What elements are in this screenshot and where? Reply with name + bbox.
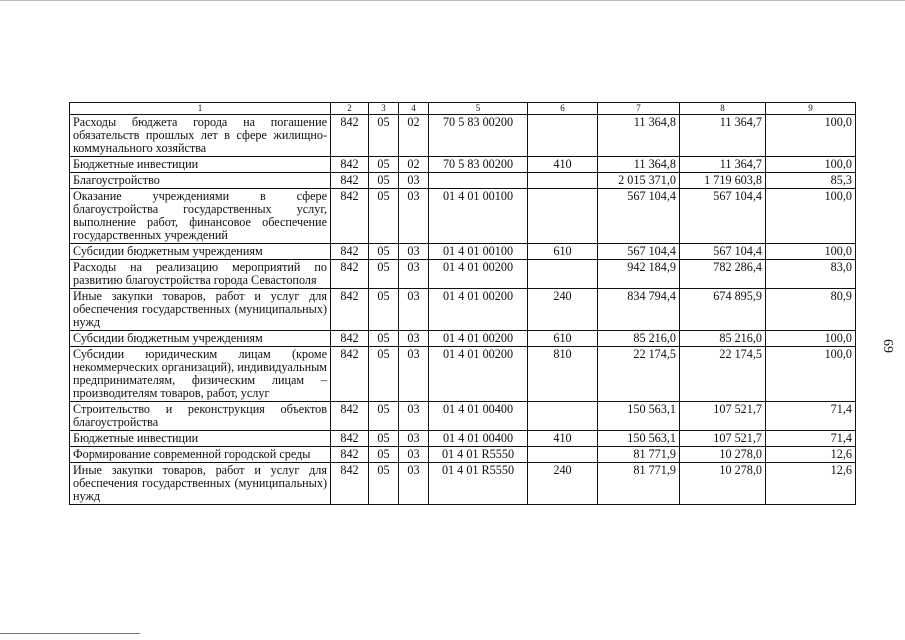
executed-amount-cell: 10 278,0 <box>680 463 766 505</box>
target-article-cell: 01 4 01 00200 <box>429 289 528 331</box>
subsection-code-cell: 03 <box>399 189 429 244</box>
subsection-code-cell: 03 <box>399 173 429 189</box>
department-code-cell: 842 <box>331 115 369 157</box>
execution-percent-cell: 71,4 <box>766 402 856 431</box>
expense-name-cell: Субсидии бюджетным учреждениям <box>70 244 331 260</box>
table-row <box>70 260 856 289</box>
target-article-cell: 70 5 83 00200 <box>429 115 528 157</box>
planned-amount-cell: 150 563,1 <box>598 431 680 447</box>
planned-amount-cell: 85 216,0 <box>598 331 680 347</box>
executed-amount-cell: 85 216,0 <box>680 331 766 347</box>
expense-type-cell <box>528 115 598 157</box>
execution-percent-cell: 71,4 <box>766 431 856 447</box>
department-code-cell: 842 <box>331 402 369 431</box>
expense-name-cell: Иные закупки товаров, работ и услуг для обеспечения государственных (муниципальных) нужд <box>70 289 331 331</box>
target-article-cell: 70 5 83 00200 <box>429 157 528 173</box>
target-article-cell: 01 4 01 00200 <box>429 331 528 347</box>
expense-name-cell: Расходы на реализацию мероприятий по развитию благоустройства города Севастополя <box>70 260 331 289</box>
executed-amount-cell: 11 364,7 <box>680 157 766 173</box>
table-row <box>70 447 856 463</box>
section-code-cell: 05 <box>369 447 399 463</box>
expense-type-cell <box>528 260 598 289</box>
subsection-code-cell: 03 <box>399 431 429 447</box>
column-header: 2 <box>331 103 369 115</box>
target-article-cell: 01 4 01 00400 <box>429 402 528 431</box>
section-code-cell: 05 <box>369 331 399 347</box>
expense-type-cell <box>528 402 598 431</box>
expense-name-cell: Иные закупки товаров, работ и услуг для обеспечения государственных (муниципальных) нужд <box>70 463 331 505</box>
table-row <box>70 431 856 447</box>
table-row <box>70 347 856 402</box>
executed-amount-cell: 567 104,4 <box>680 189 766 244</box>
section-code-cell: 05 <box>369 115 399 157</box>
expense-name-cell: Бюджетные инвестиции <box>70 431 331 447</box>
planned-amount-cell: 942 184,9 <box>598 260 680 289</box>
executed-amount-cell: 674 895,9 <box>680 289 766 331</box>
department-code-cell: 842 <box>331 463 369 505</box>
table-body <box>70 115 856 505</box>
target-article-cell: 01 4 01 00100 <box>429 189 528 244</box>
execution-percent-cell: 100,0 <box>766 244 856 260</box>
department-code-cell: 842 <box>331 289 369 331</box>
subsection-code-cell: 03 <box>399 244 429 260</box>
table-row <box>70 289 856 331</box>
executed-amount-cell: 107 521,7 <box>680 431 766 447</box>
expense-name-cell: Субсидии бюджетным учреждениям <box>70 331 331 347</box>
table-row <box>70 157 856 173</box>
target-article-cell: 01 4 01 R5550 <box>429 463 528 505</box>
execution-percent-cell: 12,6 <box>766 463 856 505</box>
planned-amount-cell: 150 563,1 <box>598 402 680 431</box>
column-header: 6 <box>528 103 598 115</box>
table-row <box>70 244 856 260</box>
expense-name-cell: Бюджетные инвестиции <box>70 157 331 173</box>
column-header: 4 <box>399 103 429 115</box>
column-number-row <box>70 103 856 115</box>
executed-amount-cell: 11 364,7 <box>680 115 766 157</box>
table-row <box>70 189 856 244</box>
column-header: 5 <box>429 103 528 115</box>
planned-amount-cell: 567 104,4 <box>598 189 680 244</box>
section-code-cell: 05 <box>369 173 399 189</box>
expense-type-cell <box>528 189 598 244</box>
expense-type-cell: 240 <box>528 289 598 331</box>
column-header: 9 <box>766 103 856 115</box>
target-article-cell: 01 4 01 00200 <box>429 347 528 402</box>
expense-name-cell: Благоустройство <box>70 173 331 189</box>
executed-amount-cell: 1 719 603,8 <box>680 173 766 189</box>
section-code-cell: 05 <box>369 463 399 505</box>
planned-amount-cell: 567 104,4 <box>598 244 680 260</box>
section-code-cell: 05 <box>369 157 399 173</box>
section-code-cell: 05 <box>369 244 399 260</box>
expense-name-cell: Расходы бюджета города на погашение обязательств прошлых лет в сфере жилищно-коммунального хозяйства <box>70 115 331 157</box>
expense-name-cell: Строительство и реконструкция объектов благоустройства <box>70 402 331 431</box>
section-code-cell: 05 <box>369 431 399 447</box>
planned-amount-cell: 22 174,5 <box>598 347 680 402</box>
expense-type-cell: 810 <box>528 347 598 402</box>
execution-percent-cell: 100,0 <box>766 347 856 402</box>
subsection-code-cell: 03 <box>399 331 429 347</box>
execution-percent-cell: 100,0 <box>766 115 856 157</box>
executed-amount-cell: 782 286,4 <box>680 260 766 289</box>
section-code-cell: 05 <box>369 260 399 289</box>
table-row <box>70 463 856 505</box>
expense-type-cell: 410 <box>528 157 598 173</box>
department-code-cell: 842 <box>331 189 369 244</box>
planned-amount-cell: 11 364,8 <box>598 157 680 173</box>
executed-amount-cell: 10 278,0 <box>680 447 766 463</box>
page-number: 69 <box>880 339 895 353</box>
execution-percent-cell: 12,6 <box>766 447 856 463</box>
table-row <box>70 402 856 431</box>
subsection-code-cell: 03 <box>399 447 429 463</box>
planned-amount-cell: 81 771,9 <box>598 447 680 463</box>
target-article-cell <box>429 173 528 189</box>
execution-percent-cell: 80,9 <box>766 289 856 331</box>
target-article-cell: 01 4 01 00100 <box>429 244 528 260</box>
expense-type-cell: 410 <box>528 431 598 447</box>
execution-percent-cell: 100,0 <box>766 157 856 173</box>
department-code-cell: 842 <box>331 173 369 189</box>
department-code-cell: 842 <box>331 260 369 289</box>
table-row <box>70 173 856 189</box>
planned-amount-cell: 2 015 371,0 <box>598 173 680 189</box>
planned-amount-cell: 834 794,4 <box>598 289 680 331</box>
column-header: 1 <box>70 103 331 115</box>
planned-amount-cell: 81 771,9 <box>598 463 680 505</box>
target-article-cell: 01 4 01 00200 <box>429 260 528 289</box>
subsection-code-cell: 03 <box>399 289 429 331</box>
planned-amount-cell: 11 364,8 <box>598 115 680 157</box>
department-code-cell: 842 <box>331 347 369 402</box>
executed-amount-cell: 107 521,7 <box>680 402 766 431</box>
section-code-cell: 05 <box>369 289 399 331</box>
column-header: 8 <box>680 103 766 115</box>
expense-type-cell: 610 <box>528 331 598 347</box>
section-code-cell: 05 <box>369 189 399 244</box>
budget-table <box>69 102 856 505</box>
expense-name-cell: Формирование современной городской среды <box>70 447 331 463</box>
expense-type-cell: 240 <box>528 463 598 505</box>
subsection-code-cell: 03 <box>399 260 429 289</box>
target-article-cell: 01 4 01 R5550 <box>429 447 528 463</box>
department-code-cell: 842 <box>331 331 369 347</box>
execution-percent-cell: 83,0 <box>766 260 856 289</box>
bottom-rule <box>0 633 140 634</box>
target-article-cell: 01 4 01 00400 <box>429 431 528 447</box>
section-code-cell: 05 <box>369 347 399 402</box>
subsection-code-cell: 03 <box>399 463 429 505</box>
column-header: 3 <box>369 103 399 115</box>
executed-amount-cell: 567 104,4 <box>680 244 766 260</box>
execution-percent-cell: 100,0 <box>766 331 856 347</box>
subsection-code-cell: 03 <box>399 347 429 402</box>
department-code-cell: 842 <box>331 157 369 173</box>
table-row <box>70 331 856 347</box>
expense-name-cell: Субсидии юридическим лицам (кроме некоммерческих организаций), индивидуальным предпринимателям, физическим лицам – производителям товаров, работ, услуг <box>70 347 331 402</box>
executed-amount-cell: 22 174,5 <box>680 347 766 402</box>
department-code-cell: 842 <box>331 431 369 447</box>
column-header: 7 <box>598 103 680 115</box>
expense-type-cell: 610 <box>528 244 598 260</box>
execution-percent-cell: 85,3 <box>766 173 856 189</box>
subsection-code-cell: 02 <box>399 157 429 173</box>
subsection-code-cell: 02 <box>399 115 429 157</box>
expense-type-cell <box>528 447 598 463</box>
department-code-cell: 842 <box>331 244 369 260</box>
execution-percent-cell: 100,0 <box>766 189 856 244</box>
section-code-cell: 05 <box>369 402 399 431</box>
expense-name-cell: Оказание учреждениями в сфере благоустройства государственных услуг, выполнение работ, финансовое обеспечение государственных учреждений <box>70 189 331 244</box>
expense-type-cell <box>528 173 598 189</box>
subsection-code-cell: 03 <box>399 402 429 431</box>
department-code-cell: 842 <box>331 447 369 463</box>
table-row <box>70 115 856 157</box>
